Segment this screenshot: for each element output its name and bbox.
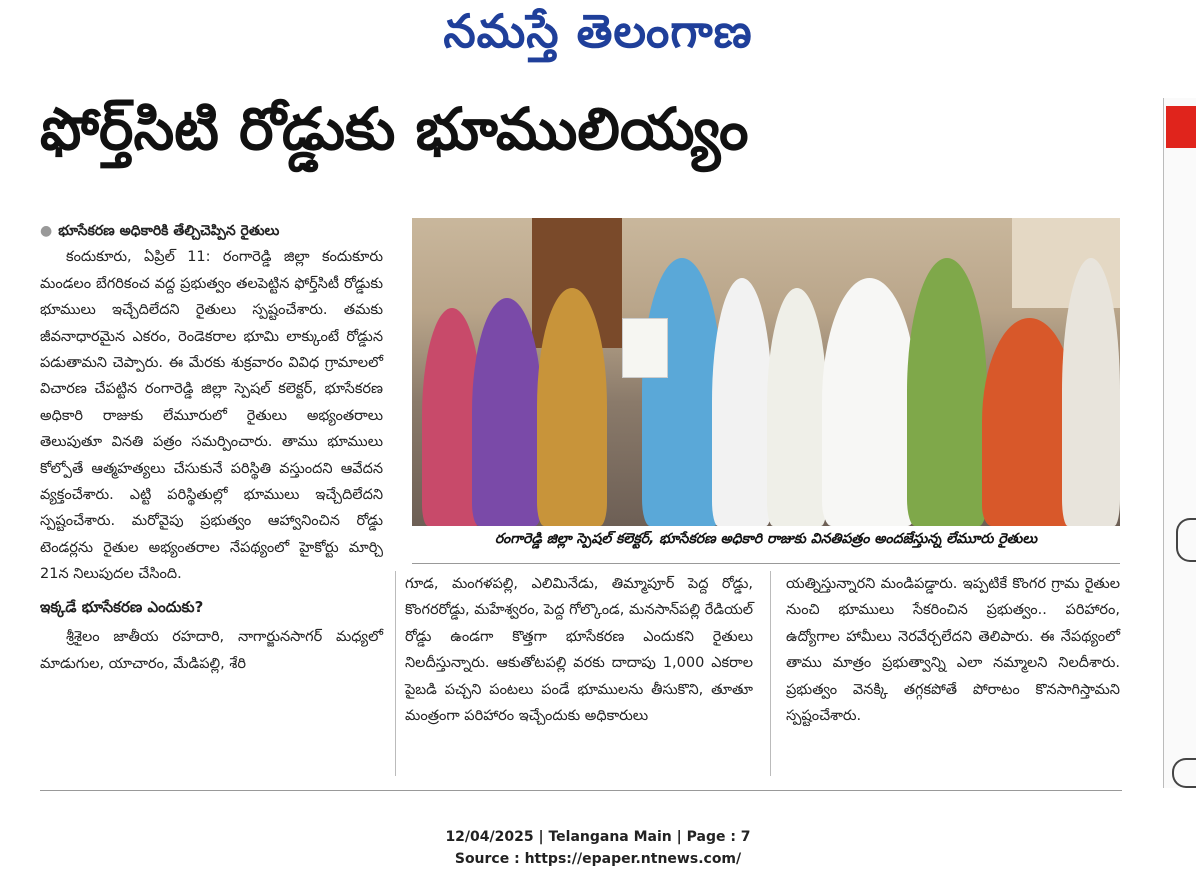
photo-person <box>537 288 607 526</box>
photo-person <box>642 258 722 526</box>
photo-person <box>712 278 772 526</box>
news-photo <box>412 218 1120 526</box>
divider <box>412 563 1120 564</box>
article-column-1 <box>40 218 383 677</box>
photo-caption: రంగారెడ్డి జిల్లా స్పెషల్ కలెక్టర్, భూసేకరణ అధికారి రాజుకు వినతిపత్రం అందజేస్తున్న లేమూరు రైతులు <box>494 531 1038 547</box>
edition-info: 12/04/2025 | Telangana Main | Page : 7 <box>445 829 751 845</box>
red-banner-fragment <box>1166 106 1196 148</box>
page-footer <box>0 826 1196 870</box>
petition-letter <box>622 318 668 378</box>
article-column-3: యత్నిస్తున్నారని మండిపడ్డారు. ఇప్పటికే కొంగర గ్రామ రైతుల నుంచి భూములు సేకరించిన ప్రభుత్వం.. పరిహారం, ఉద్యోగాల హామీలు నెరవేర్చలేదని తెలిపారు. ఈ నేపథ్యంలో తాము మాత్రం ప్రభుత్వాన్ని ఎలా నమ్మాలని నిలదీశారు. ప్రభుత్వం వెనక్కి తగ్గకపోతే పోరాటం కొనసాగిస్తామని స్పష్టంచేశారు. <box>786 576 1120 725</box>
column-divider <box>395 571 396 776</box>
illustration-fragment <box>1176 518 1196 562</box>
section-heading: ఇక్కడే భూసేకరణ ఎందుకు? <box>40 597 204 616</box>
article-headline: ఫోర్త్‌సిటి రోడ్డుకు భూములియ్యం <box>40 95 749 163</box>
photo-person <box>767 288 827 526</box>
adjacent-article-strip <box>1163 98 1196 788</box>
illustration-fragment <box>1172 758 1196 788</box>
divider <box>40 790 1122 791</box>
subhead-text: భూసేకరణ అధికారికి తేల్చిచెప్పిన రైతులు <box>58 223 280 239</box>
bullet-icon: ● <box>40 223 53 239</box>
newspaper-masthead: నమస్తే తెలంగాణ <box>443 4 753 58</box>
photo-person <box>472 298 542 526</box>
article-body-paragraph: కందుకూరు, ఏప్రిల్ 11: రంగారెడ్డి జిల్లా కందుకూరు మండలం బేగరికంచ వద్ద ప్రభుత్వం తలపెట్టిన ఫోర్త్‌సిటీ రోడ్డుకు భూములు ఇచ్చేదిలేదని రైతులు స్పష్టంచేశారు. తమకు జీవనాధారమైన ఎకరం, రెండెకరాల భూమి లాక్కుంటే రోడ్డున పడుతామని చెప్పారు. ఈ మేరకు శుక్రవారం వివిధ గ్రామాలలో విచారణ చేపట్టిన రంగారెడ్డి జిల్లా స్పెషల్ కలెక్టర్, భూసేకరణ అధికారి రాజుకు లేమూరులో రైతులు అభ్యంతరాలు తెలుపుతూ వినతి పత్రం సమర్పించారు. తాము భూములు కోల్పోతే ఆత్మహత్యలు చేసుకునే పరిస్థితి వస్తుందని ఆవేదన వ్యక్తంచేశారు. ఎట్టి పరిస్థితుల్లో భూములు ఇచ్చేదిలేదని స్పష్టంచేశారు. మరోవైపు ప్రభుత్వం ఆహ్వానించిన రోడ్డు టెండర్లను రైతుల అభ్యంతరాల నేపథ్యంలో హైకోర్టు మార్చి 21న నిలుపుదల చేసింది. <box>40 249 383 583</box>
source-link[interactable]: Source : https://epaper.ntnews.com/ <box>454 851 742 867</box>
photo-person <box>822 278 917 526</box>
article-body-paragraph: శ్రీశైలం జాతీయ రహదారి, నాగార్జునసాగర్ మధ్యలో మాడుగుల, యాచారం, మేడిపల్లి, శేరి <box>40 629 383 672</box>
article-subhead <box>40 218 383 244</box>
article-column-2: గూడ, మంగళపల్లి, ఎలిమినేడు, తిమ్మాపూర్ పెద్ద రోడ్డు, కొంగరరోడ్డు, మహేశ్వరం, పెద్ద గోల్కొండ, మనసాన్‌పల్లి రేడియల్ రోడ్డు ఉండగా కొత్తగా భూసేకరణ ఎందుకని రైతులు నిలదీస్తున్నారు. ఆకుతోటపల్లి వరకు దాదాపు 1,000 ఎకరాల పైబడి పచ్చని పంటలు పండే భూములను తీసుకొని, తూతూ మంత్రంగా పరిహారం ఇచ్చేందుకు అధికారులు <box>405 576 753 725</box>
photo-person <box>1062 258 1120 526</box>
photo-person <box>907 258 987 526</box>
column-divider <box>770 571 771 776</box>
